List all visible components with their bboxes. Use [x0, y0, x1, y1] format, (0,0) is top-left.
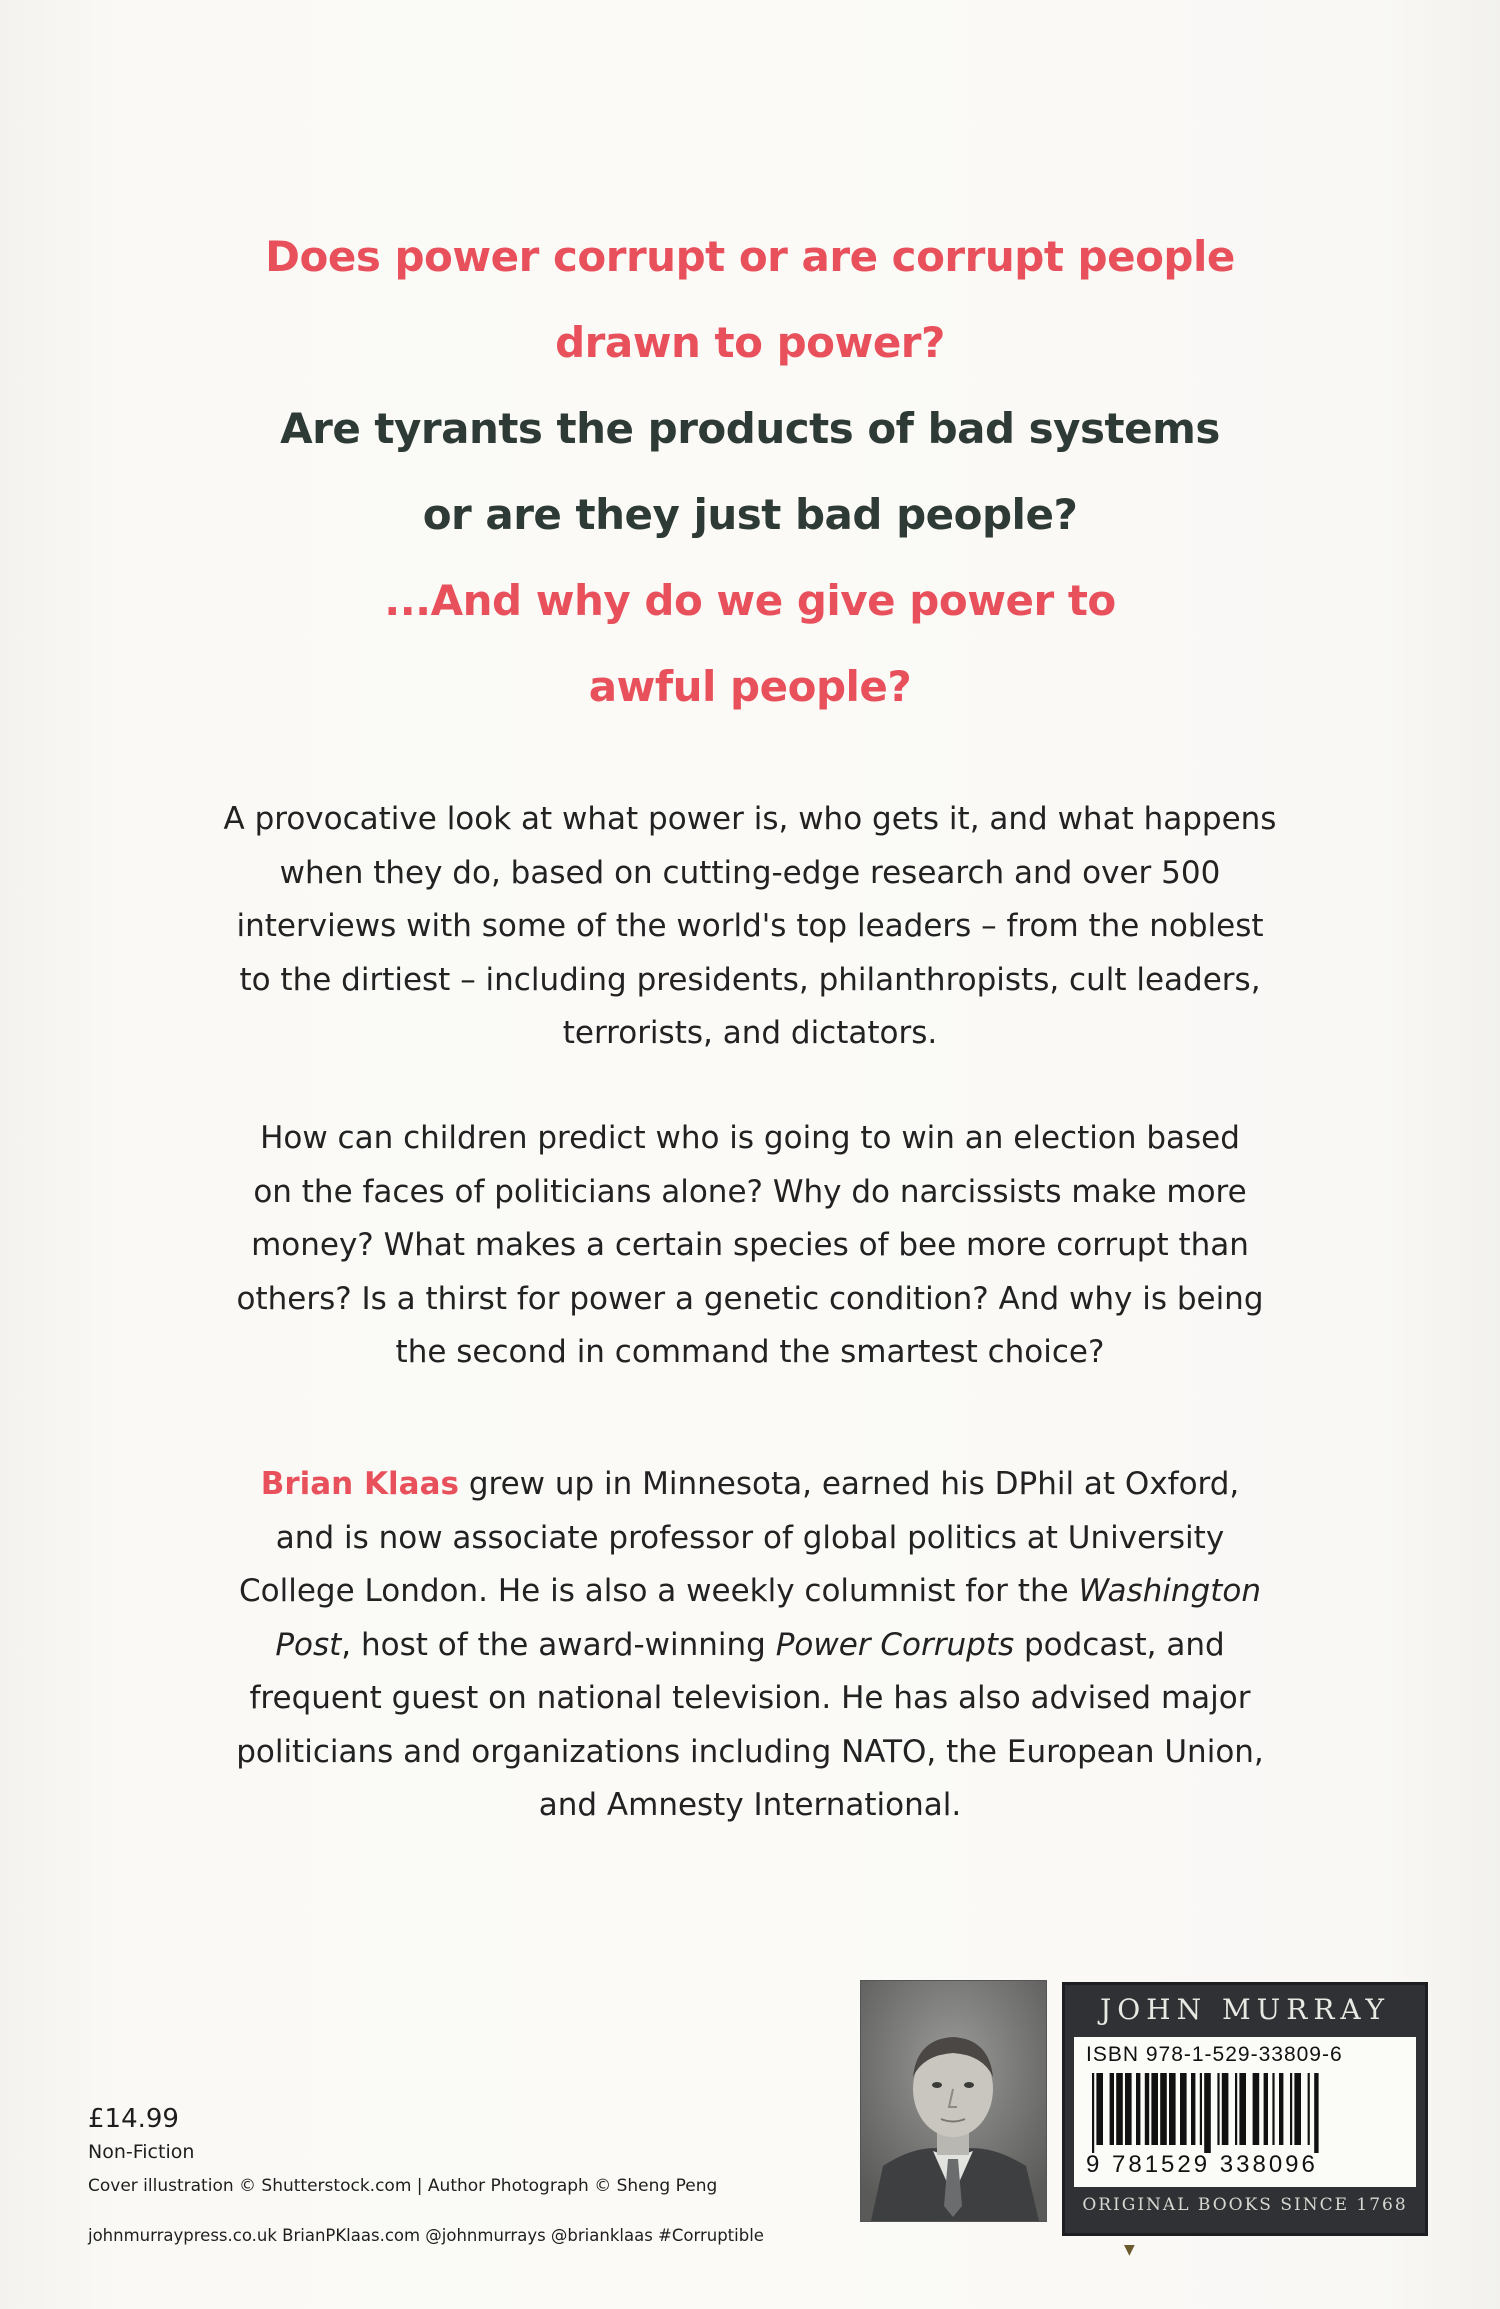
description-line: terrorists, and dictators.	[562, 1015, 938, 1051]
questions-line: money? What makes a certain species of bee more corrupt than	[251, 1227, 1249, 1263]
barcode-bar	[1253, 2073, 1260, 2145]
description-line: to the dirtiest – including presidents, philanthropists, cult leaders,	[239, 961, 1261, 998]
barcode-bar	[1191, 2073, 1195, 2145]
headline-line-2: drawn to power?	[555, 318, 945, 367]
small-mark-icon: ▼	[1124, 2242, 1135, 2258]
bio-text: podcast, and	[1014, 1626, 1225, 1663]
barcode-bar	[1272, 2073, 1274, 2145]
barcode-bar	[1145, 2073, 1149, 2145]
bio-line: frequent guest on national television. He has also advised major	[249, 1680, 1251, 1716]
barcode-bar	[1200, 2073, 1202, 2145]
barcode-bar	[1314, 2073, 1318, 2153]
barcode-bar	[1308, 2073, 1310, 2145]
bio-line	[180, 1619, 1320, 1673]
bio-text: , host of the award-winning	[341, 1626, 776, 1663]
barcode-bar	[1279, 2073, 1283, 2145]
barcode-bar	[1110, 2073, 1114, 2145]
author-portrait-svg	[861, 1981, 1046, 2221]
barcode-bar	[1160, 2073, 1167, 2145]
publisher-barcode-box	[1062, 1982, 1428, 2236]
barcode-bar	[1294, 2073, 1301, 2145]
barcode-bar	[1239, 2073, 1246, 2145]
barcode-bar	[1125, 2073, 1132, 2145]
barcode-bar	[1092, 2073, 1094, 2153]
description-line: A provocative look at what power is, who gets it, and what happens	[223, 801, 1277, 837]
questions-line: on the faces of politicians alone? Why do narcissists make more	[253, 1173, 1247, 1210]
barcode-bar	[1235, 2073, 1237, 2145]
description-line: when they do, based on cutting-edge research and over 500	[279, 854, 1221, 891]
barcode-bar	[1290, 2073, 1292, 2145]
author-name: Brian Klaas	[260, 1466, 459, 1502]
bio-italic: Power Corrupts	[775, 1626, 1015, 1663]
headline-line-5: ...And why do we give power to	[384, 576, 1116, 625]
barcode-bar	[1264, 2073, 1268, 2145]
headline-line-1: Does power corrupt or are corrupt people	[265, 232, 1235, 281]
barcode-bar	[1096, 2073, 1103, 2145]
barcode-bars-icon	[1086, 2073, 1408, 2153]
publisher-tagline: ORIGINAL BOOKS SINCE 1768	[1082, 2195, 1408, 2215]
barcode-bar	[1151, 2073, 1158, 2145]
author-portrait-icon	[860, 1980, 1047, 2222]
links-line: johnmurraypress.co.uk BrianPKlaas.com @johnmurrays @brianklaas #Corruptible	[88, 2226, 764, 2245]
bio-line	[180, 1565, 1320, 1619]
barcode-bar	[1217, 2073, 1219, 2145]
questions-line: How can children predict who is going to win an election based	[260, 1120, 1240, 1156]
bio-line: and Amnesty International.	[538, 1787, 962, 1823]
headline-line-4: or are they just bad people?	[422, 490, 1078, 539]
description-paragraph	[180, 793, 1320, 1061]
bio-italic: Post	[275, 1626, 342, 1663]
genre-label: Non-Fiction	[88, 2141, 195, 2163]
questions-line: the second in command the smartest choice?	[395, 1334, 1105, 1370]
bio-text: College London. He is also a weekly columnist for the	[239, 1573, 1079, 1609]
price-label: £14.99	[88, 2104, 179, 2134]
barcode-bar	[1204, 2073, 1211, 2153]
headline-line-3: Are tyrants the products of bad systems	[280, 404, 1220, 453]
barcode-digits: 9 781529 338096	[1086, 2151, 1318, 2178]
isbn-number: ISBN 978-1-529-33809-6	[1086, 2043, 1343, 2066]
bio-line	[180, 1458, 1320, 1512]
author-bio-paragraph	[180, 1458, 1320, 1833]
questions-line: others? Is a thirst for power a genetic condition? And why is being	[236, 1280, 1264, 1317]
bio-line: politicians and organizations including NATO, the European Union,	[236, 1733, 1264, 1770]
barcode-bar	[1222, 2073, 1229, 2145]
headline-block	[150, 214, 1350, 730]
barcode-bar	[1180, 2073, 1187, 2145]
bio-line: and is now associate professor of global politics at University	[275, 1519, 1225, 1556]
headline-line-6: awful people?	[588, 662, 912, 711]
bio-italic: Washington	[1078, 1573, 1261, 1609]
barcode-bar	[1116, 2073, 1123, 2145]
barcode-bar	[1136, 2073, 1140, 2145]
credits-line: Cover illustration © Shutterstock.com | Author Photograph © Sheng Peng	[88, 2176, 718, 2196]
barcode-bar	[1169, 2073, 1176, 2145]
description-line: interviews with some of the world's top leaders – from the noblest	[236, 908, 1264, 944]
questions-paragraph	[180, 1112, 1320, 1380]
barcode-panel	[1074, 2037, 1416, 2187]
bio-text: grew up in Minnesota, earned his DPhil at Oxford,	[458, 1466, 1240, 1502]
publisher-name: JOHN MURRAY	[1100, 1993, 1390, 2026]
